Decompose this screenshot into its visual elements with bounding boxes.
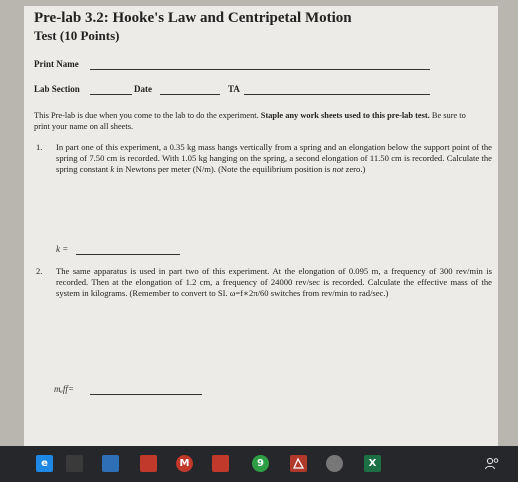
q1-text-b: in Newtons per meter (N/m). (Note the equilibrium position is: [114, 163, 333, 174]
mail-icon[interactable]: [102, 455, 119, 472]
ta-line[interactable]: [244, 94, 430, 95]
app-green-icon[interactable]: [252, 455, 269, 472]
person-icon[interactable]: [484, 456, 500, 472]
intro-paragraph: [34, 110, 474, 132]
app-green-label: 9: [257, 458, 264, 469]
question-2-text: The same apparatus is used in part two of this experiment. At the elongation of 0.095 m, a frequency of 300 rev/min is recorded. Then at the elongation of 1.2 cm, a frequency of 24000 rev/sec is recorded. Calculate the effective mass of the system in kilograms. (Remember to convert to SI. ω=f∗2π/60 switches from rev/min to rad/sec.): [56, 266, 492, 298]
date-line[interactable]: [160, 94, 220, 95]
lab-section-line[interactable]: [90, 94, 132, 95]
pdf-icon[interactable]: [290, 455, 307, 472]
worksheet-page: [24, 6, 498, 446]
question-1-number: 1.: [36, 142, 43, 152]
print-name-line[interactable]: [90, 69, 430, 70]
edge-label: e: [41, 458, 48, 469]
store-icon[interactable]: [66, 455, 83, 472]
ta-label: TA: [228, 84, 240, 94]
excel-label: X: [368, 458, 377, 469]
app-circle-icon[interactable]: [326, 455, 343, 472]
q2-answer-label: mₑff=: [54, 384, 74, 394]
q1-answer-line[interactable]: [76, 254, 180, 255]
person-glyph-icon: [484, 456, 500, 472]
lab-section-label: Lab Section: [34, 84, 80, 94]
intro-bold-text: Staple any work sheets used to this pre-lab test.: [260, 111, 430, 120]
app-red-icon[interactable]: [140, 455, 157, 472]
page-title: Pre-lab 3.2: Hooke's Law and Centripetal Motion: [34, 10, 352, 26]
q2-answer-line[interactable]: [90, 394, 202, 395]
shield-label: M: [179, 458, 190, 469]
q1-var-k: k: [110, 163, 115, 174]
excel-icon[interactable]: [364, 455, 381, 472]
pdf-glyph-icon: [292, 457, 305, 470]
question-2-number: 2.: [36, 266, 43, 276]
date-label: Date: [134, 84, 152, 94]
edge-icon[interactable]: [36, 455, 53, 472]
folder-icon[interactable]: [212, 455, 229, 472]
intro-text-1: This Pre-lab is due when you come to the lab to do the experiment.: [34, 111, 259, 120]
question-1-text: [56, 142, 492, 174]
print-name-label: Print Name: [34, 59, 79, 69]
q1-text-a: In part one of this experiment, a 0.35 kg mass hangs vertically from a spring and an elongation below the support point of the spring of 7.50 cm is recorded. With 1.05 kg hanging on the spring, a second elongation of 11.50 cm is recorded. Calculate the spring constant: [56, 142, 492, 174]
intro-text-2: Be sure to print your name on all sheets.: [34, 111, 466, 131]
q1-answer-label: k =: [56, 244, 69, 254]
taskbar: [0, 446, 518, 482]
page-subtitle: Test (10 Points): [34, 28, 120, 43]
shield-icon[interactable]: [176, 455, 193, 472]
q1-text-c: zero.): [343, 163, 366, 174]
q1-not-italic: not: [332, 163, 344, 174]
